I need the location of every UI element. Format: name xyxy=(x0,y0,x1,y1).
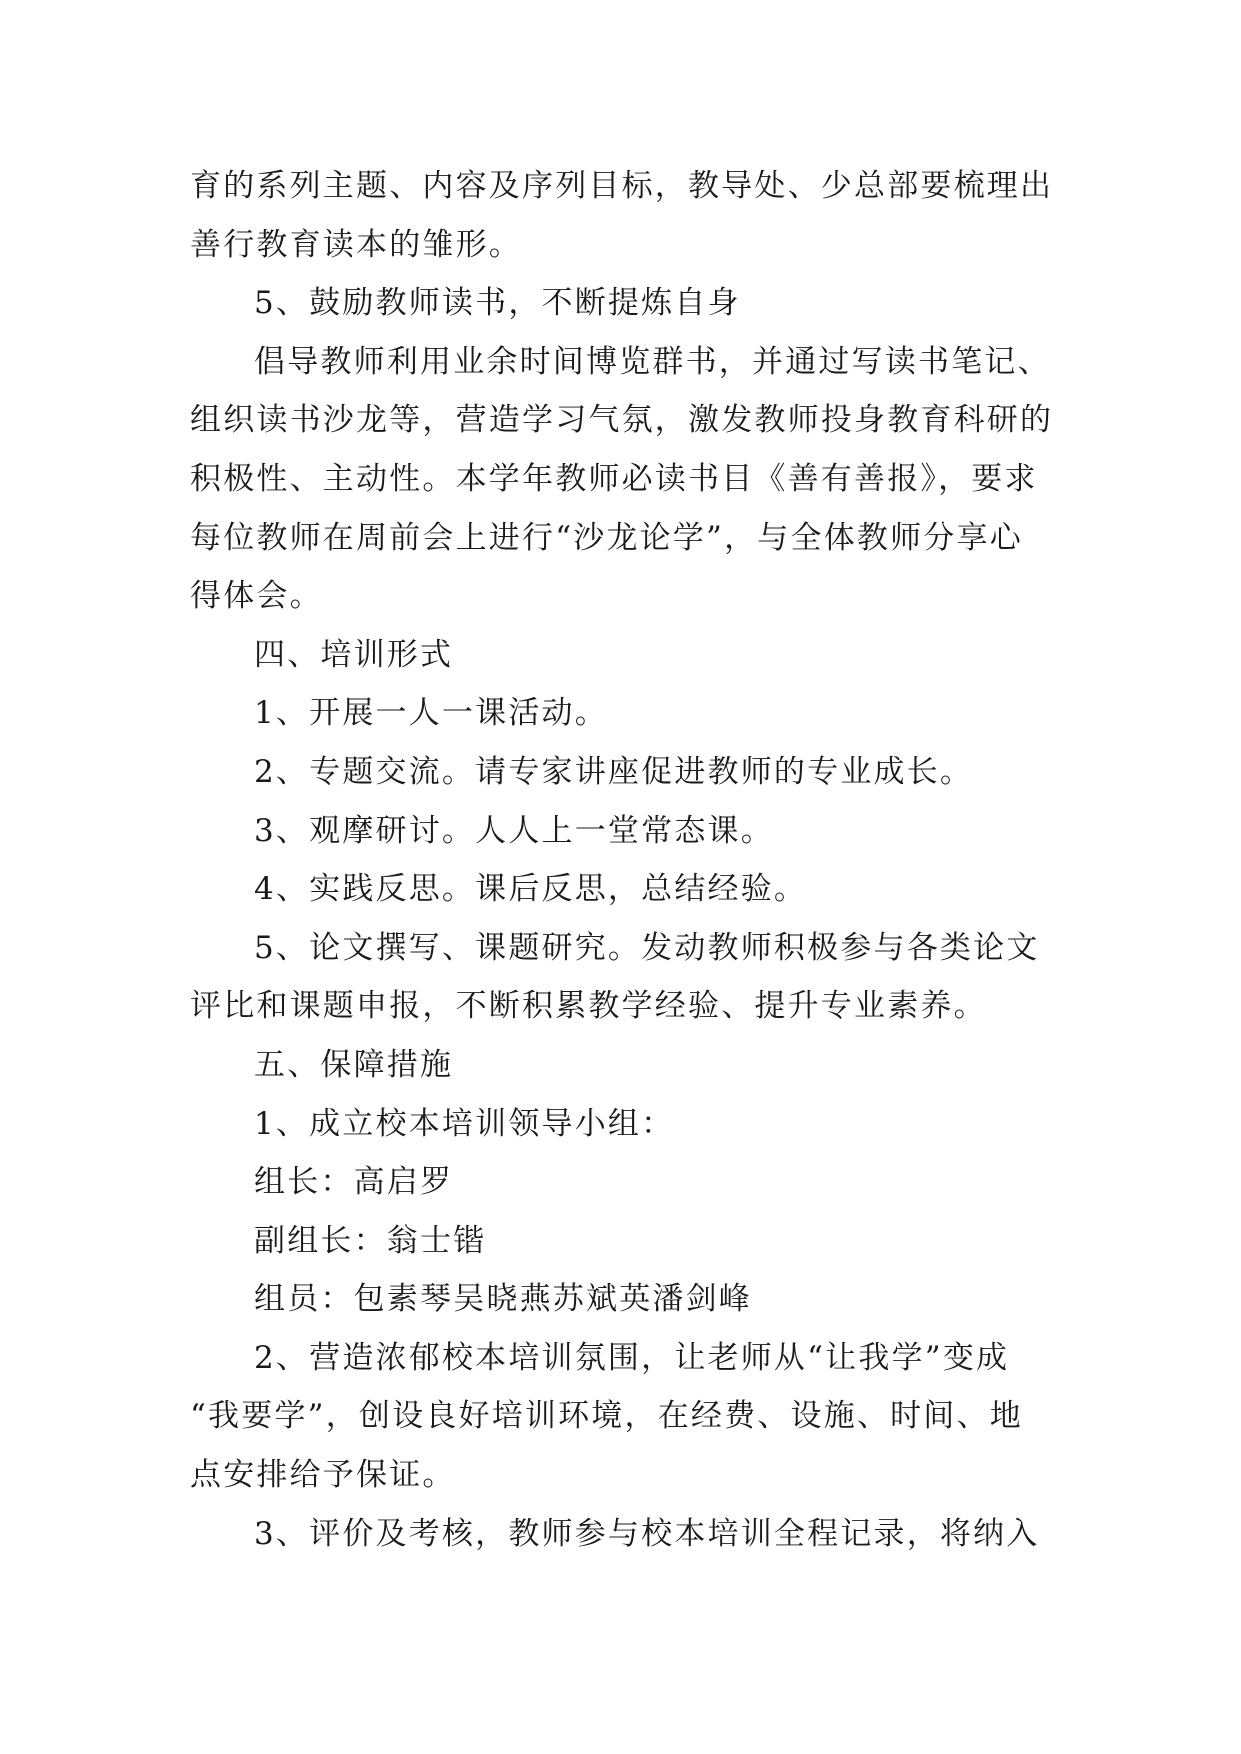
text-line: 2、营造浓郁校本培训氛围，让老师从“让我学”变成 xyxy=(254,1339,1010,1376)
text-line: 4、实践反思。课后反思，总结经验。 xyxy=(254,871,808,908)
text-line: 5、论文撰写、课题研究。发动教师积极参与各类论文 xyxy=(254,929,1040,966)
text-line: 每位教师在周前会上进行“沙龙论学”，与全体教师分享心 xyxy=(190,519,1023,556)
text-line: 1、开展一人一课活动。 xyxy=(254,695,608,732)
text-line: “我要学”，创设良好培训环境，在经费、设施、时间、地 xyxy=(190,1398,1023,1435)
text-line: 5、鼓励教师读书，不断提炼自身 xyxy=(254,285,741,322)
text-line: 积极性、主动性。本学年教师必读书目《善有善报》，要求 xyxy=(190,460,1038,497)
text-line: 善行教育读本的雏形。 xyxy=(190,226,522,263)
text-line: 组员：包素琴吴晓燕苏斌英潘剑峰 xyxy=(254,1281,752,1318)
text-line: 1、成立校本培训领导小组： xyxy=(254,1105,675,1142)
document-body xyxy=(190,157,1060,1563)
text-line: 3、评价及考核，教师参与校本培训全程记录，将纳入 xyxy=(254,1515,1040,1552)
text-line: 组织读书沙龙等，营造学习气氛，激发教师投身教育科研的 xyxy=(190,402,1054,439)
text-line: 倡导教师利用业余时间博览群书，并通过写读书笔记、 xyxy=(254,343,1051,380)
text-line: 五、保障措施 xyxy=(254,1046,454,1083)
text-line: 四、培训形式 xyxy=(254,636,454,673)
text-line: 评比和课题申报，不断积累教学经验、提升专业素养。 xyxy=(190,988,987,1025)
text-line: 3、观摩研讨。人人上一堂常态课。 xyxy=(254,812,774,849)
text-line: 育的系列主题、内容及序列目标，教导处、少总部要梳理出 xyxy=(190,168,1054,204)
text-line: 得体会。 xyxy=(190,578,323,615)
text-line: 组长：高启罗 xyxy=(254,1164,454,1201)
text-line: 2、专题交流。请专家讲座促进教师的专业成长。 xyxy=(254,753,974,790)
text-line: 副组长：翁士锴 xyxy=(254,1222,487,1259)
text-line: 点安排给予保证。 xyxy=(190,1457,456,1494)
